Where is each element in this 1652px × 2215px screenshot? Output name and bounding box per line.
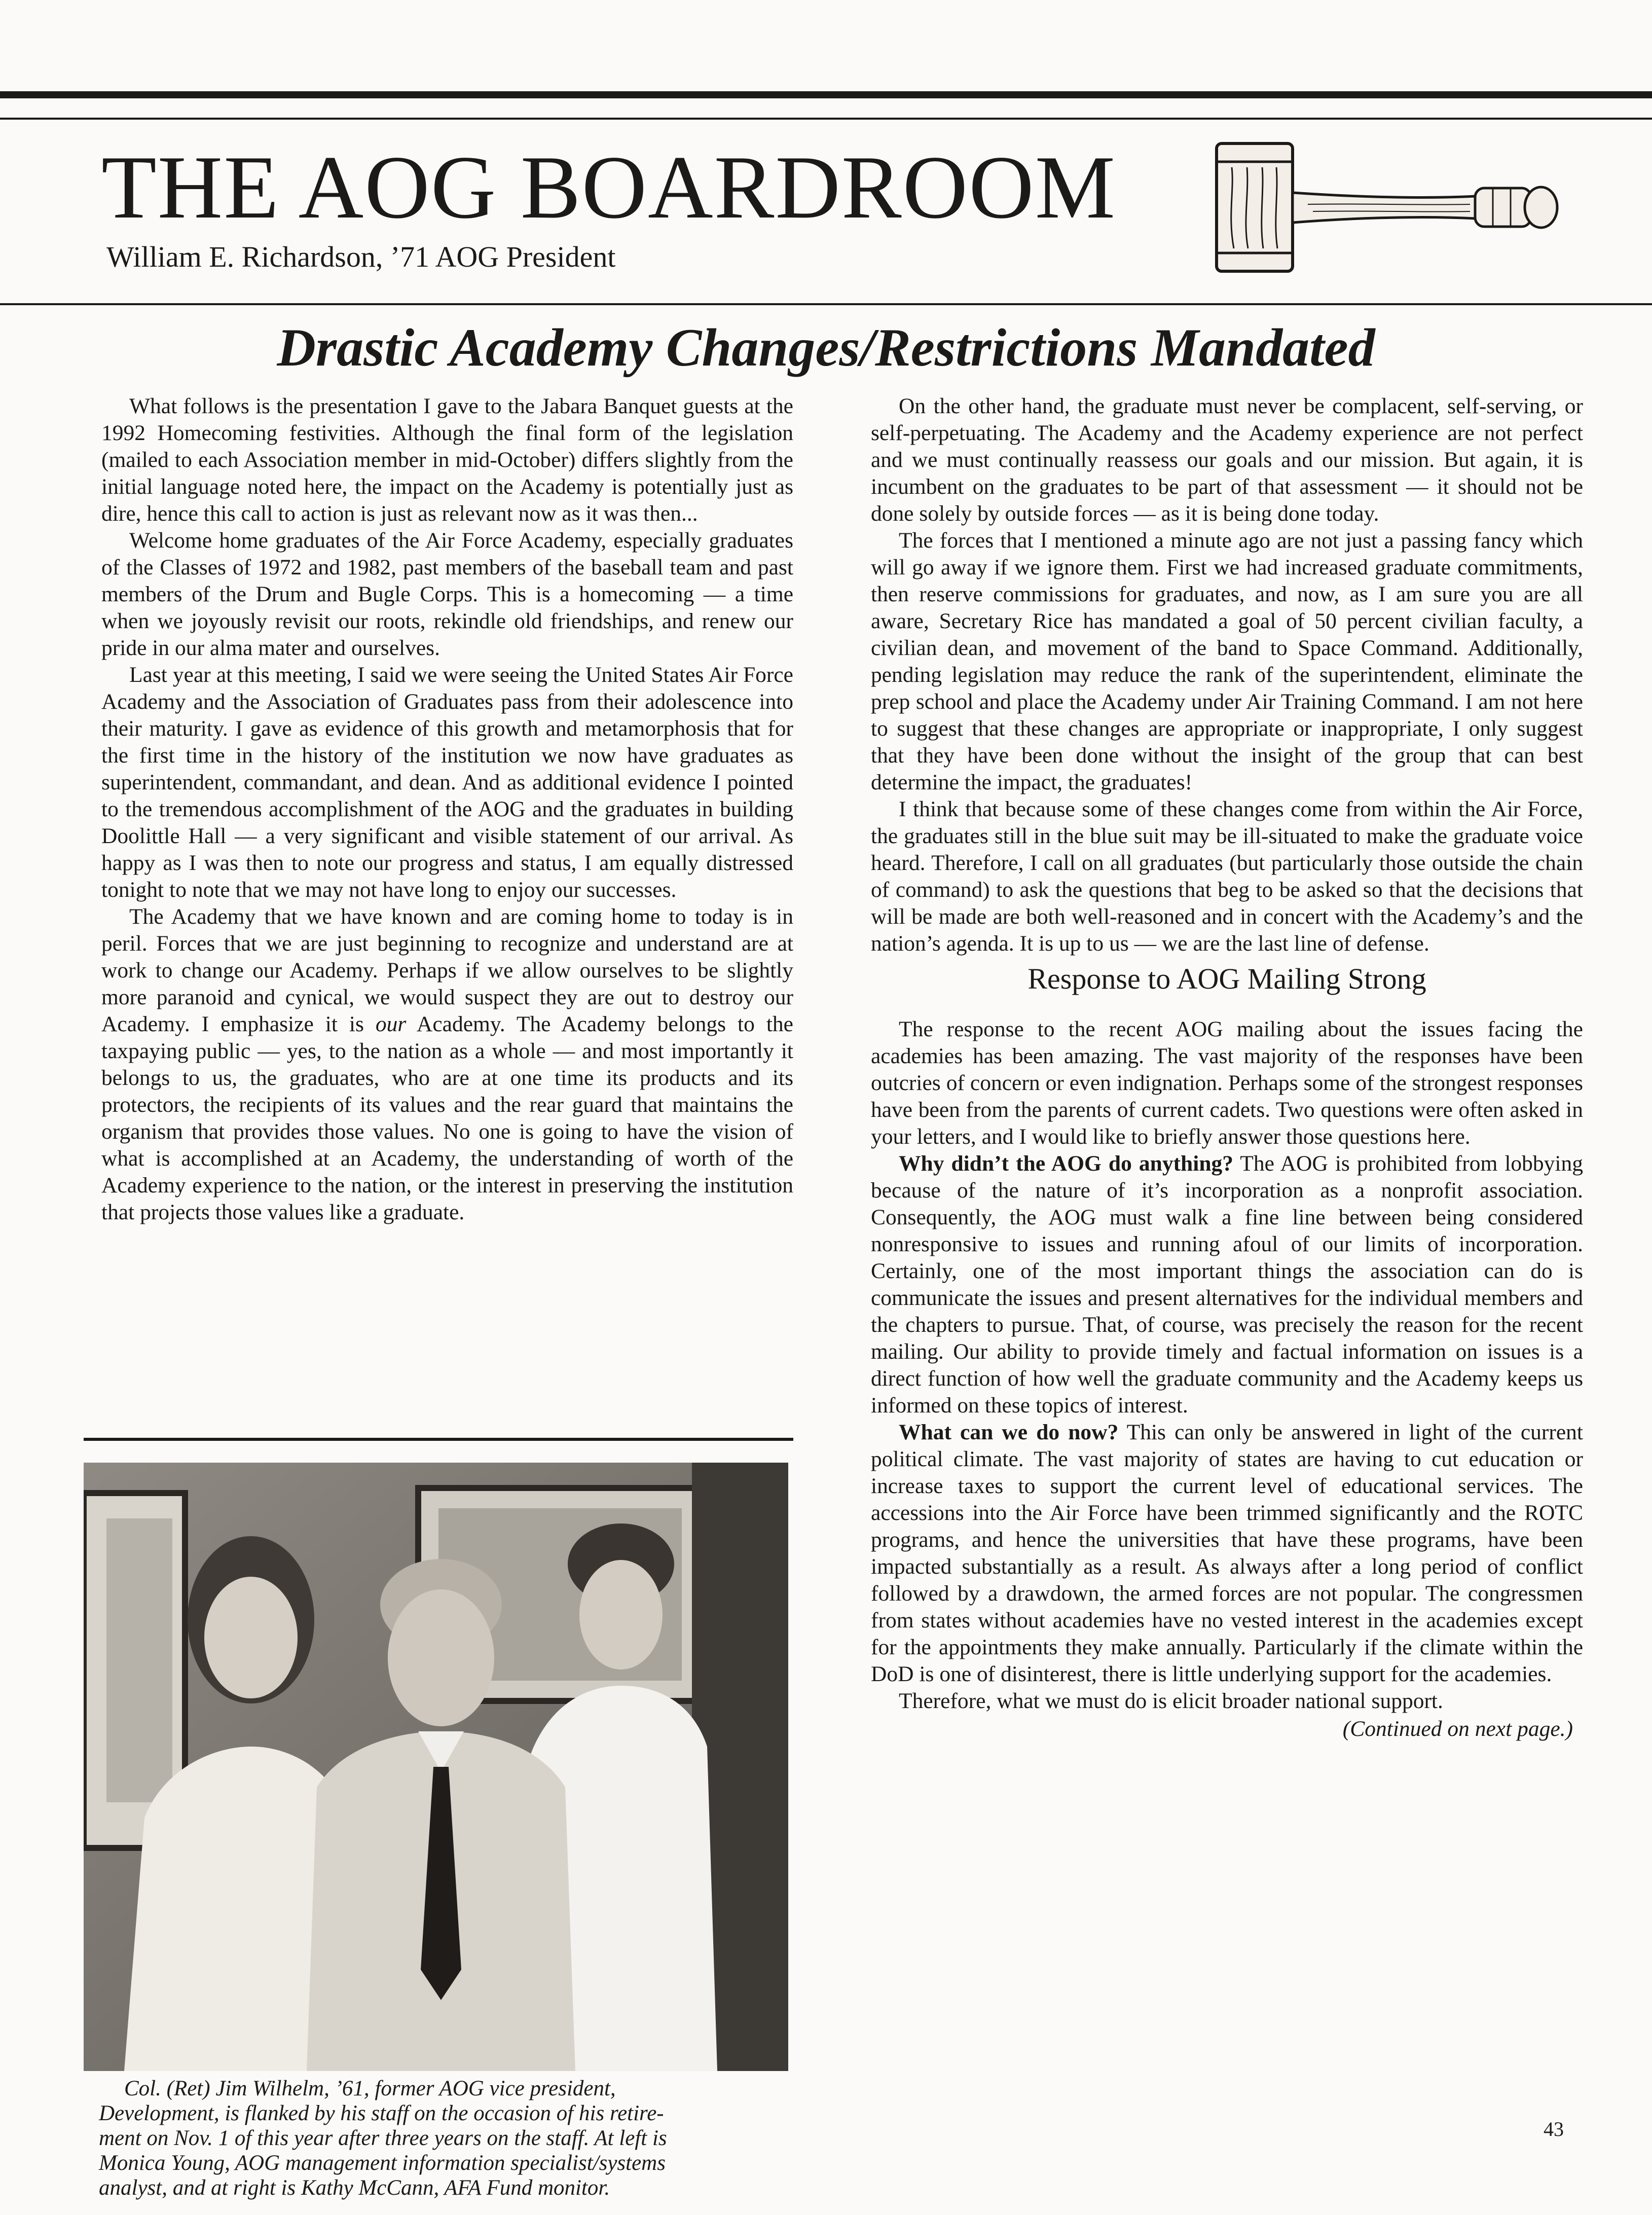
- paragraph: Welcome home graduates of the Air Force Academy, especially graduates of the Classes of 1972 and 1982, past members of the baseball team and past members of the Drum and Bugle Corps. This is a homecoming — a time when we joyously revisit our roots, rekindle old friendships, and renew our pride in our alma mater and ourselves.: [101, 528, 793, 660]
- paragraph: Therefore, what we must do is elicit broader national support.: [899, 1689, 1443, 1713]
- section-subhead: Response to AOG Mailing Strong: [1027, 962, 1426, 995]
- masthead-bottom-rule: [0, 303, 1652, 305]
- paragraph-lead: Why didn’t the AOG do anything?: [899, 1151, 1234, 1176]
- byline: William E. Richardson, ’71 AOG President: [106, 240, 616, 273]
- left-column: [101, 393, 793, 1226]
- paragraph: I think that because some of these changes come from within the Air Force, the graduates still in the blue suit may be ill-situated to make the graduate voice heard. Therefore, I call on all graduates (but particularly those outside the chain of command) to ask the questions that beg to be asked so that the decisions that will be made are both well-reasoned and in concert with the Academy’s and the nation’s agenda. It is up to us — we are the last line of defense.: [871, 797, 1583, 956]
- gavel-icon: [1212, 139, 1566, 276]
- photo-caption: [99, 2076, 781, 2200]
- masthead-title: THE AOG BOARDROOM: [101, 137, 1116, 237]
- caption-line: analyst, and at right is Kathy McCann, AFA Fund monitor.: [99, 2176, 610, 2200]
- paragraph: The Academy that we have known and are coming home to today is in peril. Forces that we are just beginning to recognize and understand are at work to change our Academy. Perhaps if we allow ourselves to be slightly more paranoid and cynical, we would suspect they are out to destroy our Academy. I emphasize it is our Academy. The Academy belongs to the taxpaying public — yes, to the nation as a whole — and most importantly it belongs to us, the graduates, who are at one time its products and its protectors, the recipients of its values and the rear guard that maintains the organism that provides those values. No one is going to have the vision of what is accomplished at an Academy, the understanding of worth of the Academy experience to the nation, or the interest in preserving the institution that projects those values like a graduate.: [101, 904, 793, 1224]
- caption-line: ment on Nov. 1 of this year after three years on the staff. At left is: [99, 2126, 667, 2150]
- paragraph: Why didn’t the AOG do anything? The AOG is prohibited from lobbying because of the nature of it’s incorporation as a nonprofit association. Consequently, the AOG must walk a fine line between being considered nonresponsive to issues and running afoul of our limits of incorporation. Certainly, one of the most important things the association can do is communicate the issues and present alternatives for the individual members and the chapters to pursue. That, of course, was precisely the reason for the recent mailing. Our ability to provide timely and factual information on issues is a direct function of how well the graduate community and the Academy keeps us informed on these topics of interest.: [871, 1151, 1584, 1418]
- paragraph: The response to the recent AOG mailing about the issues facing the academies has been amazing. The vast majority of the responses have been outcries of concern or even indignation. Perhaps some of the strongest responses have been from the parents of current cadets. Two questions were often asked in your letters, and I would like to briefly answer those questions here.: [871, 1017, 1583, 1149]
- article-headline: Drastic Academy Changes/Restrictions Mandated: [277, 318, 1375, 377]
- right-column: [871, 393, 1583, 1742]
- staff-photo: [84, 1463, 788, 2071]
- top-rule-thick: [0, 91, 1652, 98]
- page-number: 43: [1544, 2118, 1564, 2140]
- paragraph: What follows is the presentation I gave to the Jabara Banquet guests at the 1992 Homecoming festivities. Although the final form of the legislation (mailed to each Association member in mid-October) differs slightly from the initial language noted here, the impact on the Academy is potentially just as dire, hence this call to action is just as relevant now as it was then...: [101, 394, 793, 526]
- paragraph-lead: What can we do now?: [899, 1420, 1119, 1444]
- paragraph: What can we do now? This can only be answered in light of the current political climate. The vast majority of states are having to cut education or increase taxes to support the current level of educational services. The accessions into the Air Force have been trimmed significantly and the ROTC programs, and hence the universities that have these programs, have been impacted substantially as a result. As always after a long period of conflict followed by a drawdown, the armed forces are not popular. The congressmen from states without academies have no vested interest in the academies except for the appointments they make annually. Particularly if the climate within the DoD is one of disinterest, there is little underlying support for the academies.: [871, 1420, 1584, 1686]
- paragraph: The forces that I mentioned a minute ago are not just a passing fancy which will go away if we ignore them. First we had increased graduate commitments, then reserve commissions for graduates, and now, as I am sure you are all aware, Secretary Rice has mandated a goal of 50 percent civilian faculty, a civilian dean, and movement of the band to Space Command. Additionally, pending legislation may reduce the rank of the superintendent, eliminate the prep school and place the Academy under Air Training Command. I am not here to suggest that these changes are appropriate or inappropriate, I only suggest that they have been done without the insight of the group that can best determine the impact, the graduates!: [871, 528, 1583, 794]
- caption-line: Development, is flanked by his staff on the occasion of his retire-: [99, 2101, 664, 2125]
- emphasis: our: [375, 1012, 407, 1036]
- continued-note: (Continued on next page.): [1342, 1717, 1573, 1741]
- paragraph: Last year at this meeting, I said we were seeing the United States Air Force Academy and the Association of Graduates pass from their adolescence into their maturity. I gave as evidence of this growth and metamorphosis that for the first time in the history of the institution we now have graduates as superintendent, commandant, and dean. And as additional evidence I pointed to the tremendous accomplishment of the AOG and the graduates in building Doolittle Hall — a very significant and visible statement of our arrival. As happy as I was then to note our progress and status, I am equally distressed tonight to note that we may not have long to enjoy our successes.: [101, 663, 793, 902]
- caption-line: Col. (Ret) Jim Wilhelm, ’61, former AOG vice president,: [124, 2077, 616, 2100]
- top-rule-thin: [0, 118, 1652, 120]
- paragraph: On the other hand, the graduate must never be complacent, self-serving, or self-perpetuating. The Academy and the Academy experience are not perfect and we must continually reassess our goals and our mission. But again, it is incumbent on the graduates to be part of that assessment — it should not be done solely by outside forces — as it is being done today.: [871, 394, 1583, 526]
- caption-line: Monica Young, AOG management information specialist/systems: [99, 2151, 666, 2175]
- photo-top-rule: [84, 1438, 793, 1441]
